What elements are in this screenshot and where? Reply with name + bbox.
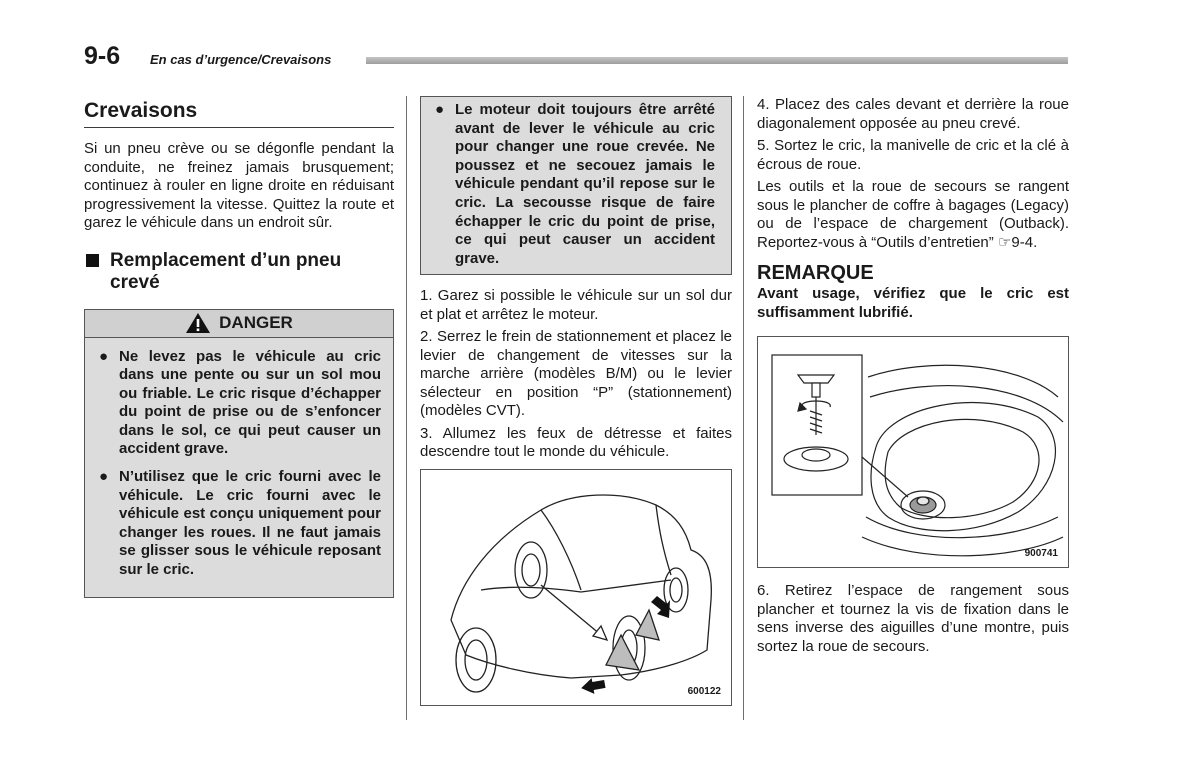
warning-triangle-icon bbox=[185, 312, 211, 334]
remark-text: Avant usage, vérifiez que le cric est suffisamment lubrifié. bbox=[757, 285, 1069, 321]
danger-header bbox=[85, 310, 393, 338]
column-1 bbox=[84, 96, 394, 598]
step-3: 3. Allumez les feux de détresse et faites descendre tout le monde du véhicule. bbox=[420, 424, 732, 461]
bullet-dot: ● bbox=[99, 468, 109, 486]
column-divider-1 bbox=[406, 96, 407, 720]
step-4: 4. Placez des cales devant et derrière la roue diagonalement opposée au pneu crevé. bbox=[757, 96, 1069, 132]
step-6: 6. Retirez l’espace de rangement sous plancher et tournez la vis de fixation dans le sens inverse des aiguilles d’une montre, puis sortez la roue de secours. bbox=[757, 582, 1069, 655]
intro-paragraph: Si un pneu crève ou se dégonfle pendant la conduite, ne freinez jamais brusquement; continuez à rouler en ligne droite en réduisant progressivement la vitesse. Quittez la route et garez le véhicule dans un endroit sûr. bbox=[84, 140, 394, 231]
figure-code: 600122 bbox=[687, 685, 721, 697]
bullet-dot: ● bbox=[99, 347, 109, 365]
warning-item-text: Le moteur doit toujours être arrêté avant de lever le véhicule au cric pour changer une roue crevée. Ne poussez et ne secouez jamais le véhicule pendant qu’il repose sur le cric. La secousse risque de faire échapper le cric du point de prise, ce qui peut causer un accident grave. bbox=[455, 101, 715, 267]
column-divider-2 bbox=[743, 96, 744, 720]
danger-list bbox=[85, 338, 393, 597]
danger-item-2 bbox=[97, 468, 381, 580]
danger-title: DANGER bbox=[219, 313, 293, 332]
column-2 bbox=[420, 96, 732, 706]
subsection-title bbox=[84, 250, 394, 294]
remark-title: REMARQUE bbox=[757, 262, 874, 284]
danger-item-text: Ne levez pas le véhicule au cric dans une pente ou sur un sol mou ou friable. Le cric risque d’échapper du point de prise ou de s’enfoncer dans le sol, ce qui peut causer un accident grave. bbox=[119, 347, 381, 458]
spare-wheel-illustration bbox=[758, 337, 1068, 567]
step-1: 1. Garez si possible le véhicule sur un sol dur et plat et arrêtez le moteur. bbox=[420, 287, 732, 323]
warning-continuation-box bbox=[420, 96, 732, 275]
car-illustration bbox=[421, 470, 731, 705]
section-title: Crevaisons bbox=[84, 99, 198, 122]
header-rule bbox=[366, 57, 1068, 64]
step-5: 5. Sortez le cric, la manivelle de cric et la clé à écrous de roue. bbox=[757, 137, 1069, 173]
step-2: 2. Serrez le frein de stationnement et placez le levier de changement de vitesses sur la marche arrière (modèles B/M) ou le levier sélecteur en position “P” (stationnement) (modèles CVT). bbox=[420, 328, 732, 420]
steps-list-1 bbox=[420, 287, 732, 462]
column-3 bbox=[757, 96, 1069, 656]
page-number: 9-6 bbox=[84, 42, 121, 70]
bullet-dot: ● bbox=[435, 101, 445, 118]
running-head: En cas d’urgence/Crevaisons bbox=[150, 52, 332, 67]
danger-item-text: N’utilisez que le cric fourni avec le véhicule. Le cric fourni avec le véhicule est conçu uniquement pour changer les roues. Il ne faut jamais se glisser sous le véhicule reposant sur le cric. bbox=[119, 468, 381, 579]
tools-paragraph: Les outils et la roue de secours se rangent sous le plancher de coffre à bagages (Legacy) ou de l’espace de chargement (Outback). Reportez-vous à “Outils d’entretien” ☞9-4. bbox=[757, 178, 1069, 251]
warning-item bbox=[433, 101, 715, 268]
danger-item-1 bbox=[97, 348, 381, 460]
figure-code: 900741 bbox=[1024, 548, 1058, 559]
subsection-title-text: Remplacement d’un pneu crevé bbox=[110, 249, 342, 293]
black-square-icon bbox=[86, 254, 99, 267]
danger-box bbox=[84, 309, 394, 598]
section-rule bbox=[84, 127, 394, 128]
car-wheel-chocks-figure bbox=[420, 469, 732, 706]
spare-wheel-figure bbox=[757, 336, 1069, 568]
